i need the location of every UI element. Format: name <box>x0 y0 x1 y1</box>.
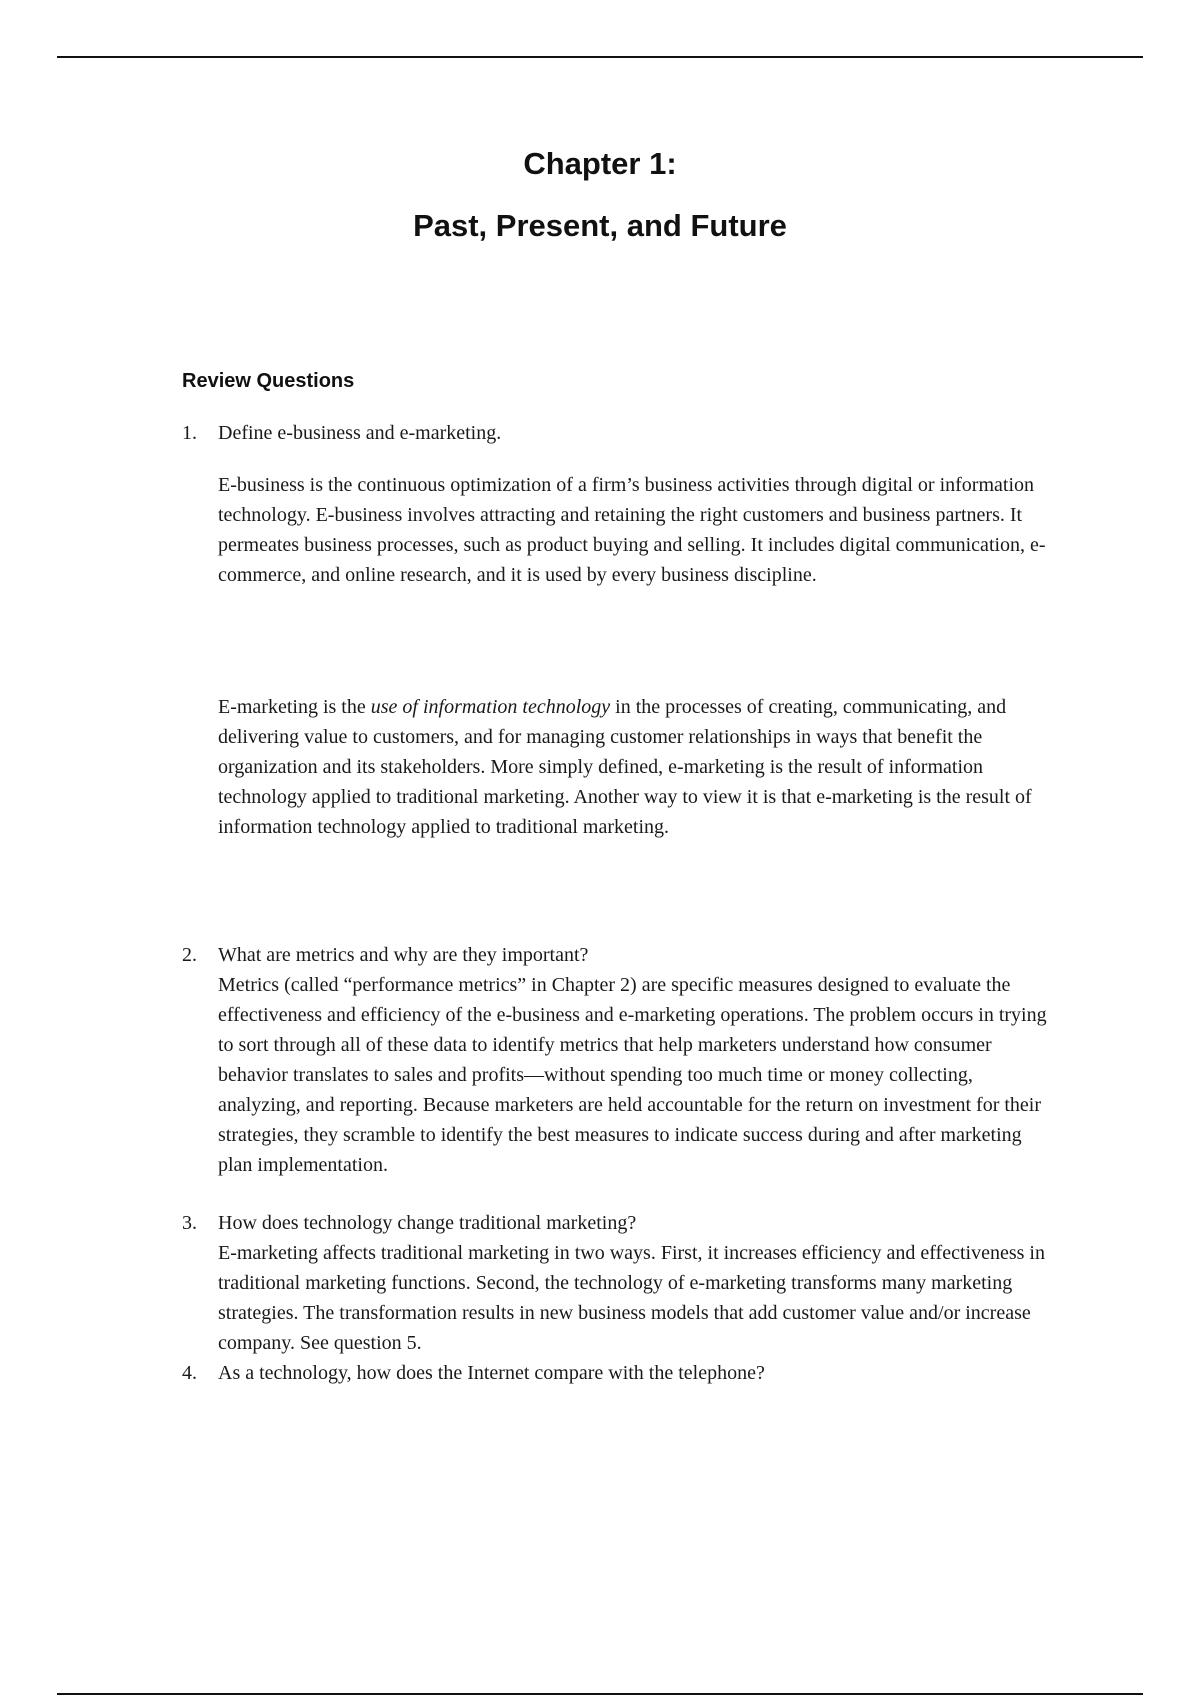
question-number: 2. <box>182 944 197 966</box>
section-heading: Review Questions <box>182 370 355 392</box>
question-number: 1. <box>182 422 197 444</box>
question-text: Define e-business and e-marketing. <box>218 422 502 444</box>
question-number: 4. <box>182 1362 197 1384</box>
answer-italic-phrase: use of information technology <box>370 696 611 718</box>
answer-text-start: E-marketing is the <box>218 696 371 718</box>
question-text: What are metrics and why are they important? <box>218 944 589 966</box>
answer-paragraph-ebusiness: E-business is the continuous optimization of a firm’s business activities through digital or information technology. E-business involves attracting and retaining the right customers and business partners. It permeates business processes, such as product buying and selling. It includes digital communication, e-commerce, and online research, and it is used by every business discipline. <box>218 474 1046 586</box>
chapter-number: Chapter 1: <box>523 146 677 181</box>
answer-paragraph-emarketing <box>218 692 1048 842</box>
bottom-rule <box>57 1693 1143 1695</box>
answer-paragraph: Metrics (called “performance metrics” in Chapter 2) are specific measures designed to evaluate the effectiveness and efficiency of the e-business and e-marketing operations. The problem occurs in trying to sort through all of these data to identify metrics that help marketers understand how consumer behavior translates to sales and profits—without spending too much time or money collecting, analyzing, and reporting. Because marketers are held accountable for the return on investment for their strategies, they scramble to identify the best measures to indicate success during and after marketing plan implementation. <box>218 974 1047 1176</box>
answer-text-end: in the processes of creating, communicating, and delivering value to customers, and for managing customer relationships in ways that benefit the organization and its stakeholders. More simply defined, e-marketing is the result of information technology applied to traditional marketing. Another way to view it is that e-marketing is the result of information technology applied to traditional marketing. <box>218 696 1032 838</box>
answer-paragraph: E-marketing affects traditional marketing in two ways. First, it increases efficiency and effectiveness in traditional marketing functions. Second, the technology of e-marketing transforms many marketing strategies. The transformation results in new business models that add customer value and/or increase company. See question 5. <box>218 1242 1045 1354</box>
question-text: As a technology, how does the Internet compare with the telephone? <box>218 1362 765 1384</box>
top-rule <box>57 56 1143 58</box>
question-text: How does technology change traditional marketing? <box>218 1212 637 1234</box>
question-number: 3. <box>182 1212 197 1234</box>
chapter-title: Past, Present, and Future <box>413 208 787 243</box>
